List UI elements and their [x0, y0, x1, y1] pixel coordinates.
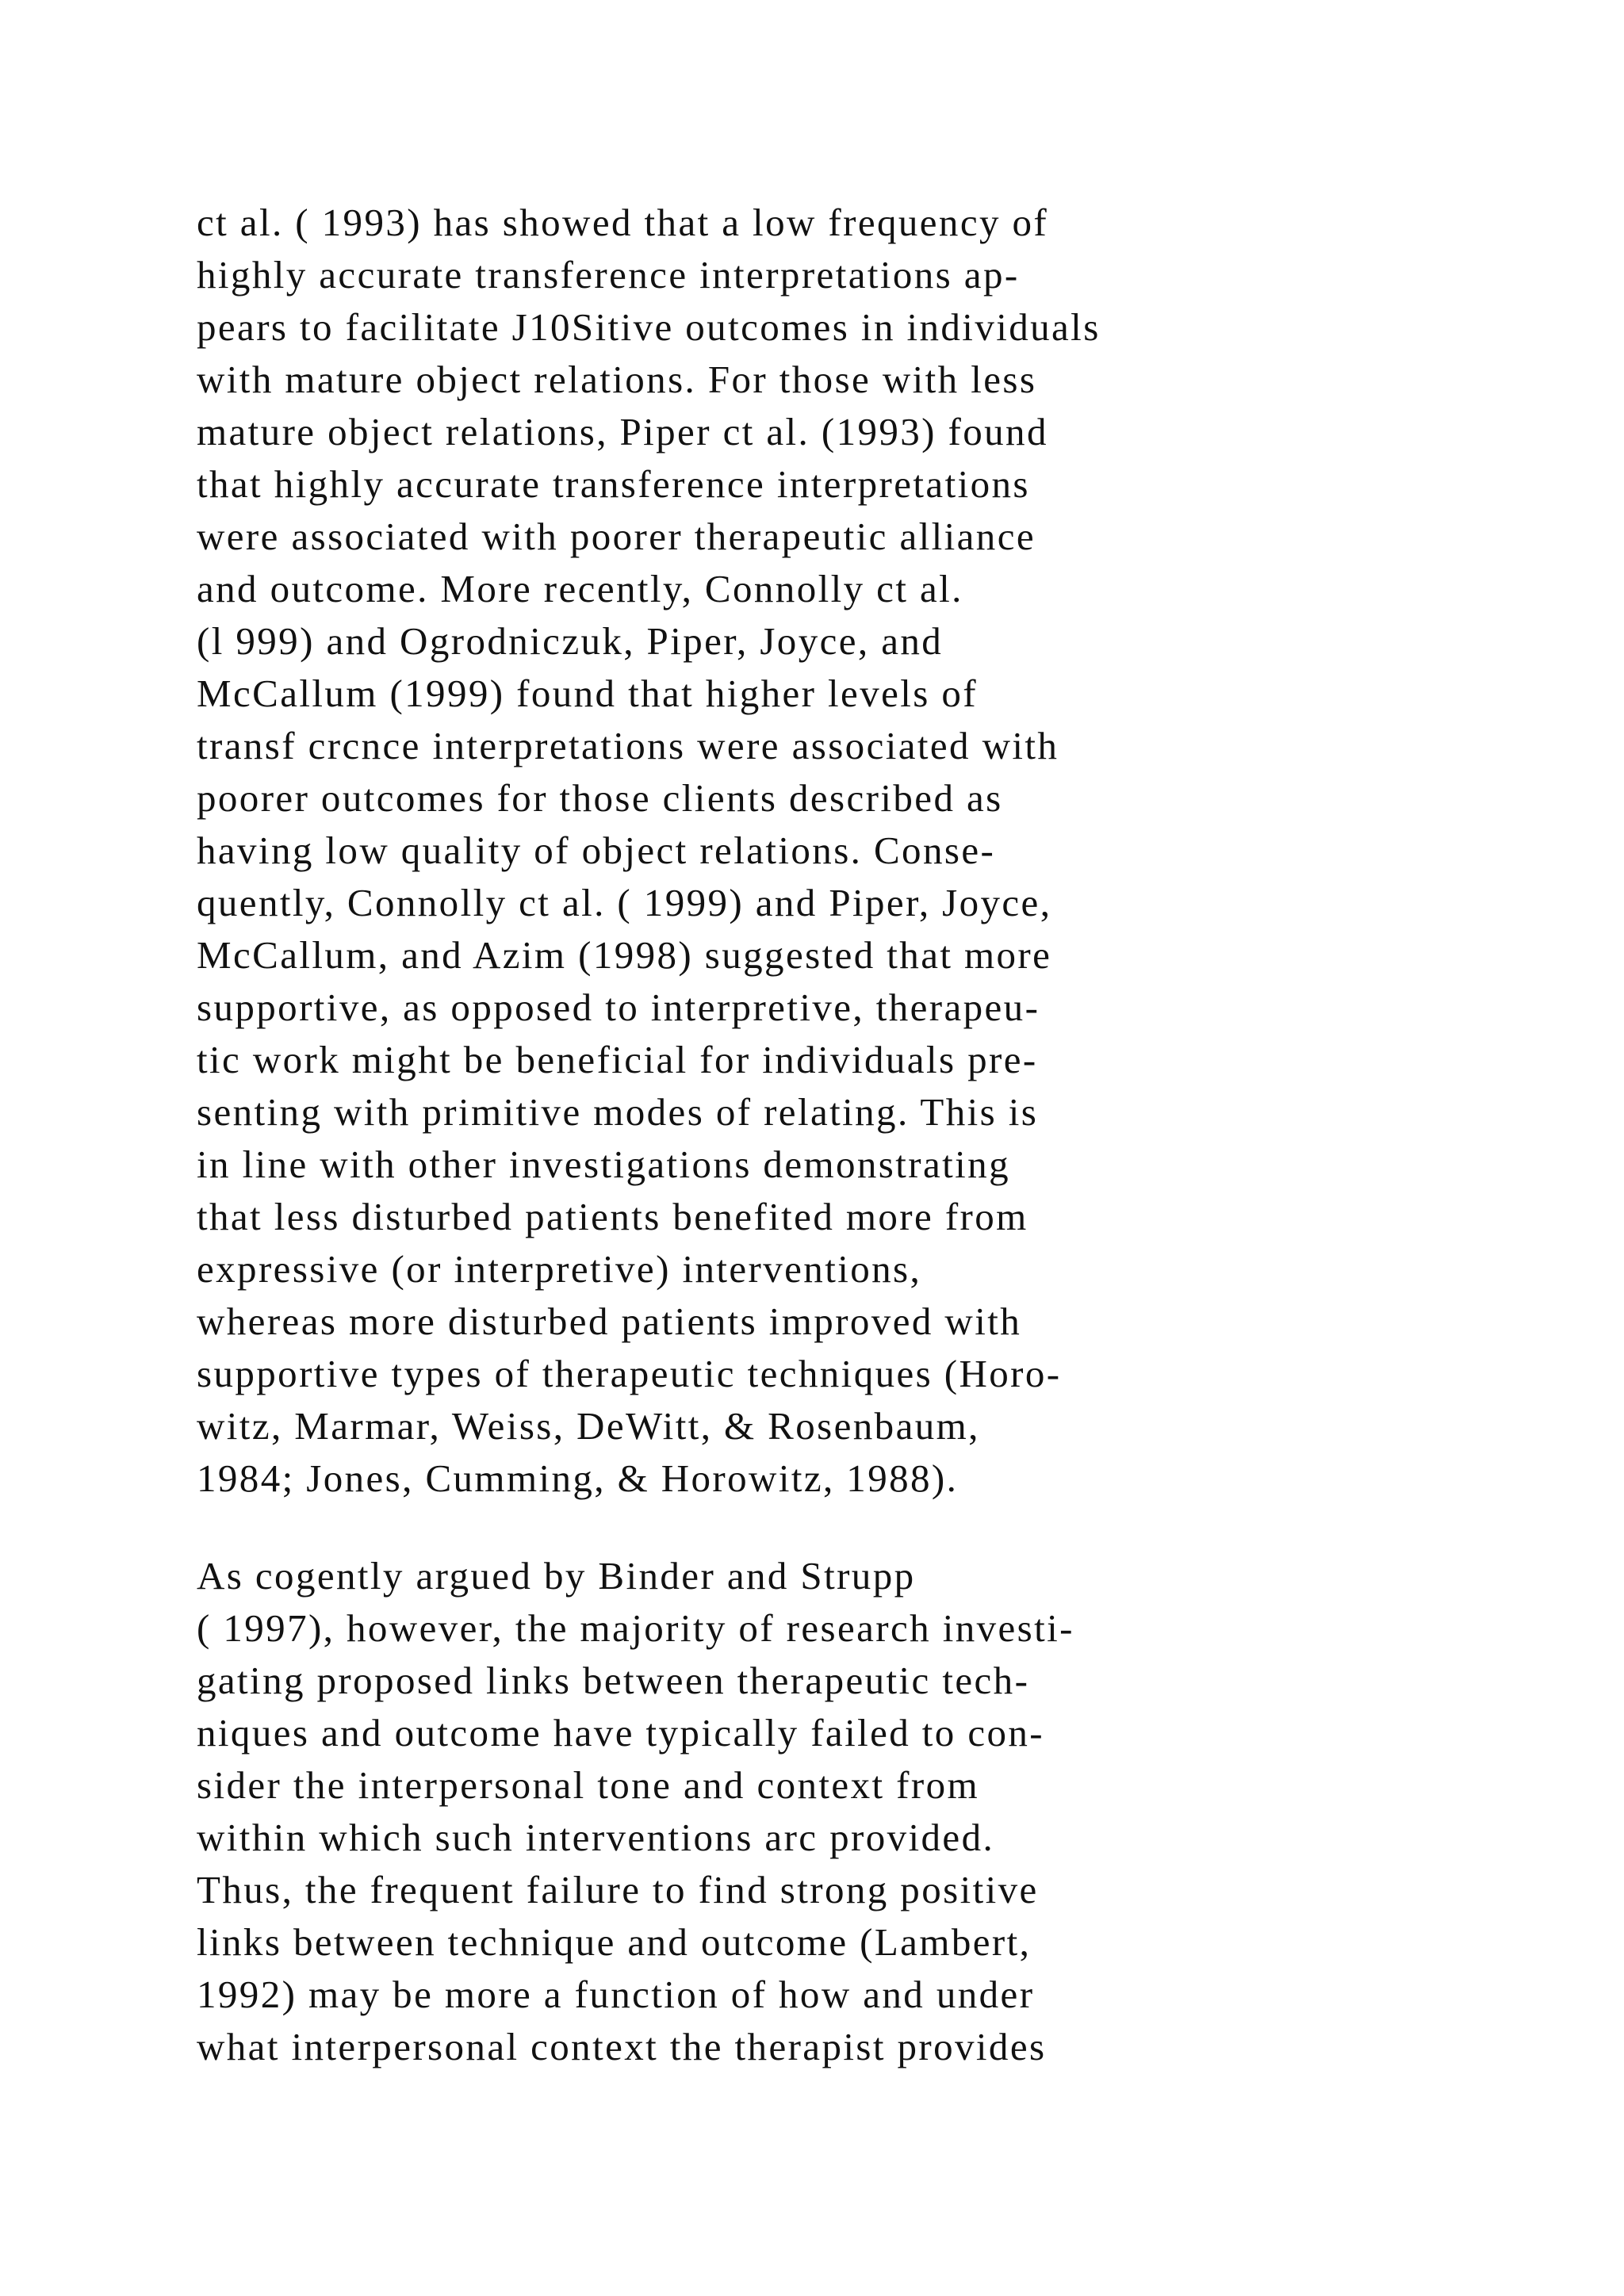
text-line: having low quality of object relations. Conse- — [197, 828, 996, 872]
text-line: witz, Marmar, Weiss, DeWitt, & Rosenbaum, — [197, 1404, 980, 1448]
text-line: (l 999) and Ogrodniczuk, Piper, Joyce, and — [197, 619, 944, 663]
text-line: tic work might be beneficial for individuals pre- — [197, 1038, 1038, 1081]
text-line: and outcome. More recently, Connolly ct al. — [197, 567, 963, 610]
text-line: expressive (or interpretive) interventions, — [197, 1247, 922, 1291]
paragraph-2 — [197, 1550, 1545, 2073]
text-line: 1984; Jones, Cumming, & Horowitz, 1988). — [197, 1456, 959, 1500]
text-line: were associated with poorer therapeutic alliance — [197, 515, 1036, 558]
text-line: within which such interventions arc provided. — [197, 1816, 995, 1859]
paragraph-1 — [197, 197, 1545, 1505]
text-line: poorer outcomes for those clients described as — [197, 776, 1003, 820]
text-line: gating proposed links between therapeutic tech- — [197, 1659, 1030, 1702]
text-line: quently, Connolly ct al. ( 1999) and Piper, Joyce, — [197, 881, 1052, 924]
text-line: that highly accurate transference interpretations — [197, 462, 1030, 506]
text-line: highly accurate transference interpretations ap- — [197, 253, 1020, 297]
text-line: mature object relations, Piper ct al. (1993) found — [197, 410, 1048, 453]
text-line: with mature object relations. For those with less — [197, 358, 1037, 401]
text-line: supportive, as opposed to interpretive, therapeu- — [197, 985, 1040, 1029]
text-line: Thus, the frequent failure to find strong positive — [197, 1868, 1039, 1911]
text-line: 1992) may be more a function of how and under — [197, 1973, 1035, 2016]
text-line: As cogently argued by Binder and Strupp — [197, 1554, 916, 1598]
text-line: niques and outcome have typically failed to con- — [197, 1711, 1045, 1755]
text-line: whereas more disturbed patients improved with — [197, 1299, 1022, 1343]
text-line: sider the interpersonal tone and context from — [197, 1763, 979, 1807]
text-line: ( 1997), however, the majority of research investi- — [197, 1606, 1074, 1650]
text-line: McCallum (1999) found that higher levels of — [197, 672, 979, 715]
text-line: ct al. ( 1993) has showed that a low frequency of — [197, 201, 1049, 244]
text-line: McCallum, and Azim (1998) suggested that more — [197, 933, 1052, 977]
text-line: senting with primitive modes of relating. This is — [197, 1090, 1039, 1134]
text-line: pears to facilitate J10Sitive outcomes in individuals — [197, 305, 1101, 349]
text-line: in line with other investigations demonstrating — [197, 1142, 1010, 1186]
text-line: transf crcnce interpretations were associated with — [197, 724, 1059, 767]
text-line: that less disturbed patients benefited more from — [197, 1195, 1028, 1238]
text-line: supportive types of therapeutic techniques (Horo- — [197, 1352, 1062, 1395]
text-line: what interpersonal context the therapist provides — [197, 2025, 1047, 2068]
text-line: links between technique and outcome (Lambert, — [197, 1920, 1032, 1964]
